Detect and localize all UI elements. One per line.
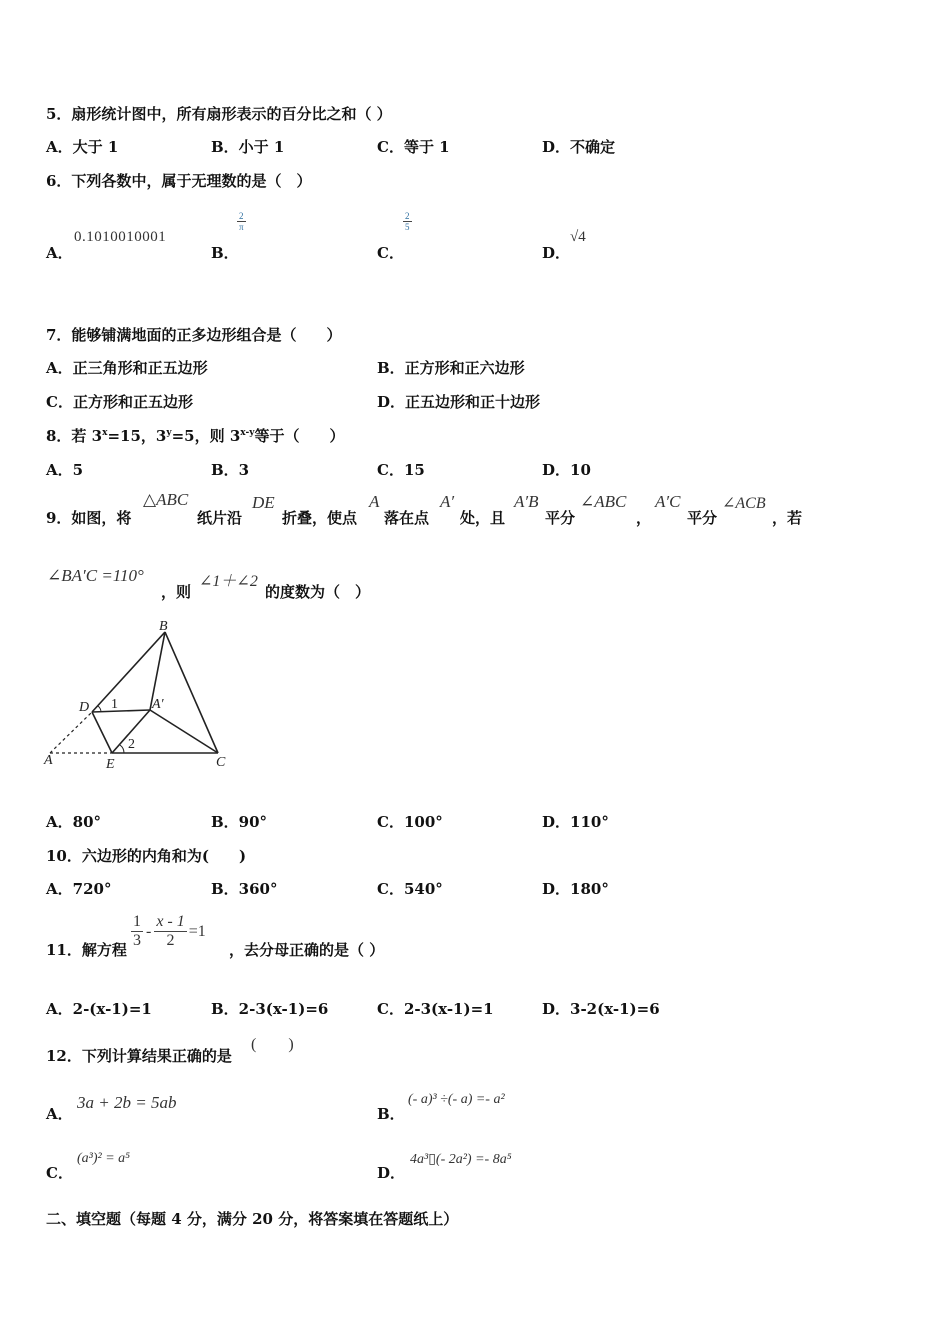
q11-text-1: 11．解方程 bbox=[46, 941, 127, 959]
q8-option-a: A．5 bbox=[46, 461, 84, 479]
q9-option-d: D．110° bbox=[542, 813, 609, 831]
label-e: E bbox=[106, 757, 115, 772]
q12-label-b: B． bbox=[377, 1105, 405, 1123]
q9-text-4: 落在点 bbox=[384, 509, 430, 527]
line-de bbox=[92, 712, 112, 753]
q6-b-numerator: 2 bbox=[237, 211, 246, 222]
q8-option-b: B．3 bbox=[211, 461, 250, 479]
q9-math-triangle-abc: △ABC bbox=[143, 490, 189, 509]
q8-option-c: C．15 bbox=[377, 461, 425, 479]
q9-option-a: A．80° bbox=[46, 813, 102, 831]
label-a-prime: A′ bbox=[152, 697, 164, 712]
q10-option-a: A．720° bbox=[46, 880, 112, 898]
q6-b-denominator: π bbox=[239, 222, 244, 232]
q10-option-b: B．360° bbox=[211, 880, 278, 898]
line-bc bbox=[165, 632, 218, 753]
q6-c-numerator: 2 bbox=[405, 211, 410, 221]
q11-equals-one: =1 bbox=[188, 922, 206, 940]
q9-math-a-prime-b: A′B bbox=[514, 492, 539, 511]
q9-math-de: DE bbox=[252, 493, 275, 512]
q6-option-b-fraction bbox=[237, 211, 246, 232]
q9-math-angle-abc: ∠ABC bbox=[580, 492, 627, 511]
q7-option-a: A．正三角形和正五边形 bbox=[46, 359, 208, 377]
q8-exponent-x-y: x-y bbox=[240, 428, 255, 438]
q6-label-c: C． bbox=[377, 244, 404, 262]
q8-stem-part-2: =15，3 bbox=[107, 427, 167, 445]
line-ad-dashed bbox=[50, 712, 92, 753]
q12-label-a: A． bbox=[46, 1105, 73, 1123]
q9-option-c: C．100° bbox=[377, 813, 443, 831]
q11-option-c: C．2-3(x-1)=1 bbox=[377, 1000, 494, 1018]
q6-label-b: B． bbox=[211, 244, 239, 262]
q11-option-b: B．2-3(x-1)=6 bbox=[211, 1000, 329, 1018]
q5-option-d: D．不确定 bbox=[542, 138, 616, 156]
q5-option-b: B．小于 1 bbox=[211, 138, 285, 156]
q6-option-c-fraction bbox=[403, 211, 412, 232]
q9-text-3: 折叠，使点 bbox=[282, 509, 358, 527]
q11-f1-denominator: 3 bbox=[133, 932, 141, 949]
q11-f2-denominator: 2 bbox=[166, 932, 175, 949]
q12-paren: ( ) bbox=[251, 1036, 294, 1053]
q9-text-8: 平分 bbox=[687, 509, 718, 527]
label-b: B bbox=[159, 619, 168, 634]
q8-stem bbox=[46, 425, 344, 446]
q9-text-10: ，则 bbox=[161, 583, 192, 601]
q12-label-c: C． bbox=[46, 1164, 73, 1182]
q5-option-a: A．大于 1 bbox=[46, 138, 119, 156]
q6-stem: 6．下列各数中，属于无理数的是（ ） bbox=[46, 172, 312, 190]
q9-text-2: 纸片沿 bbox=[197, 509, 243, 527]
label-angle-2: 2 bbox=[128, 737, 135, 752]
q8-exponent-x: x bbox=[102, 428, 108, 438]
q9-math-angle-sum: ∠1＋∠2 bbox=[199, 573, 258, 590]
q9-text-11: 的度数为（ ） bbox=[265, 583, 371, 601]
q11-option-a: A．2-(x-1)=1 bbox=[46, 1000, 152, 1018]
q11-minus: - bbox=[146, 923, 152, 940]
q7-option-d: D．正五边形和正十边形 bbox=[377, 393, 541, 411]
q9-math-angle-acb: ∠ACB bbox=[722, 495, 766, 512]
q9-option-b: B．90° bbox=[211, 813, 268, 831]
q9-triangle-figure bbox=[40, 618, 240, 778]
q9-text-5: 处，且 bbox=[460, 509, 506, 527]
q6-label-a: A． bbox=[46, 244, 73, 262]
section-2-heading: 二、填空题（每题 4 分，满分 20 分，将答案填在答题纸上） bbox=[46, 1210, 459, 1228]
q8-option-d: D．10 bbox=[542, 461, 591, 479]
q9-math-a-prime-c: A′C bbox=[655, 492, 681, 511]
q9-text-9: ，若 bbox=[772, 509, 803, 527]
q7-option-c: C．正方形和正五边形 bbox=[46, 393, 193, 411]
q11-text-2: ，去分母正确的是（ ） bbox=[229, 941, 385, 959]
q12-label-d: D． bbox=[377, 1164, 406, 1182]
q5-stem: 5．扇形统计图中，所有扇形表示的百分比之和（ ） bbox=[46, 105, 392, 123]
q11-f1-numerator: 1 bbox=[133, 913, 141, 930]
q10-option-d: D．180° bbox=[542, 880, 609, 898]
q8-stem-part-3: =5，则 3 bbox=[171, 427, 241, 445]
q11-f2-numerator: x - 1 bbox=[156, 913, 185, 930]
q12-option-d-expr: 4a³▯(- 2a²) =- 8a⁵ bbox=[410, 1152, 512, 1167]
q9-math-given-angle: ∠BA′C =110° bbox=[47, 566, 144, 585]
q10-stem: 10．六边形的内角和为( ) bbox=[46, 847, 247, 865]
q9-text-1: 9．如图，将 bbox=[46, 509, 132, 527]
angle-2-arc bbox=[120, 745, 124, 753]
q7-option-b: B．正方形和正六边形 bbox=[377, 359, 525, 377]
q9-math-a: A bbox=[369, 492, 380, 511]
label-c: C bbox=[216, 755, 226, 770]
q9-math-a-prime: A′ bbox=[440, 492, 455, 511]
q11-option-d: D．3-2(x-1)=6 bbox=[542, 1000, 660, 1018]
q8-exponent-y: y bbox=[166, 428, 172, 438]
q8-stem-part-4: 等于（ ） bbox=[254, 427, 345, 445]
q12-option-b-expr: (- a)³ ÷(- a) =- a² bbox=[408, 1092, 505, 1107]
q12-option-c-expr: (a³)² = a⁵ bbox=[77, 1151, 131, 1166]
q8-stem-part-1: 8．若 3 bbox=[46, 427, 103, 445]
q6-option-a-value: 0.1010010001 bbox=[74, 229, 167, 245]
q6-label-d: D． bbox=[542, 244, 571, 262]
q11-equation bbox=[131, 913, 206, 950]
q12-option-a-expr: 3a + 2b = 5ab bbox=[77, 1093, 177, 1112]
label-d: D bbox=[79, 700, 90, 715]
q7-stem: 7．能够铺满地面的正多边形组合是（ ） bbox=[46, 326, 342, 344]
q12-stem: 12．下列计算结果正确的是 bbox=[46, 1047, 232, 1065]
q5-option-c: C．等于 1 bbox=[377, 138, 450, 156]
q10-option-c: C．540° bbox=[377, 880, 443, 898]
q9-text-6: 平分 bbox=[545, 509, 576, 527]
label-a: A bbox=[44, 753, 53, 768]
q6-c-denominator: 5 bbox=[405, 222, 410, 232]
label-angle-1: 1 bbox=[111, 697, 118, 712]
q6-option-d-value: √4 bbox=[570, 229, 586, 245]
q9-text-7: ， bbox=[636, 509, 652, 527]
